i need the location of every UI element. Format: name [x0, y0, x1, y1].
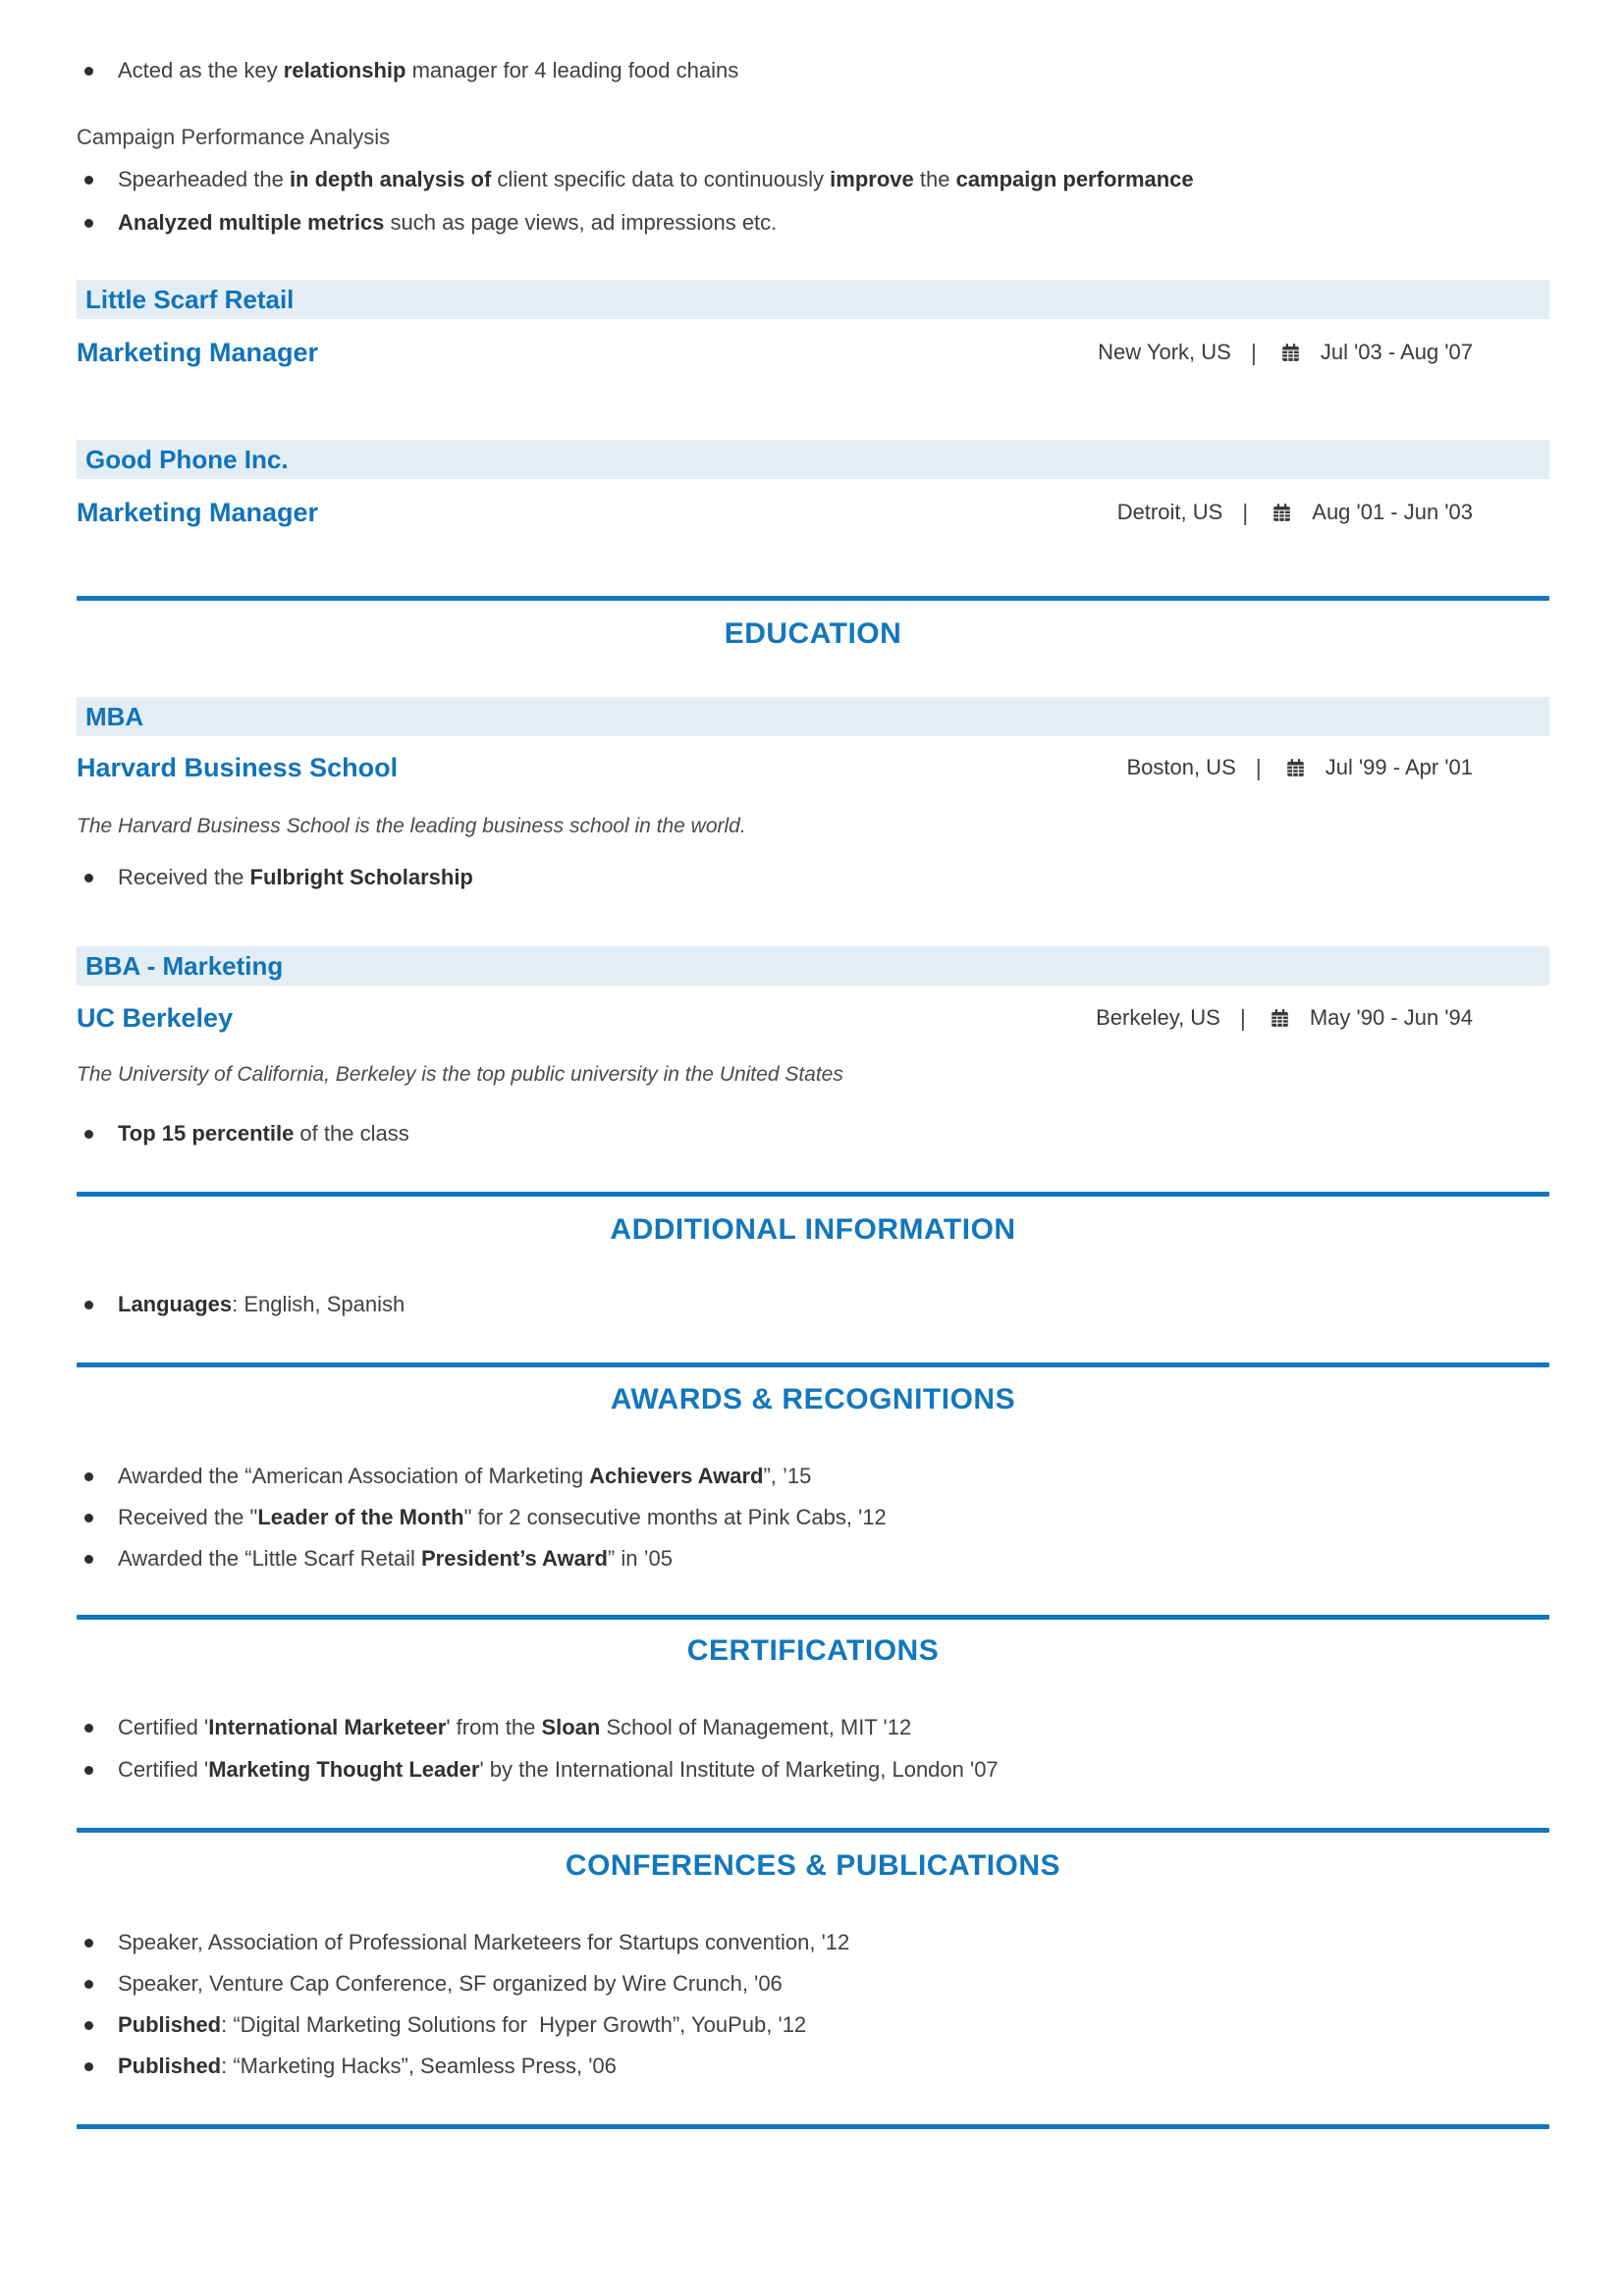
- school-description: The University of California, Berkeley is the top public university in the United States: [77, 1063, 843, 1086]
- bullet-dot: [84, 874, 93, 882]
- list-item: [77, 208, 1549, 238]
- list-item: [77, 1462, 1549, 1491]
- bullet-text: Speaker, Association of Professional Marketeers for Startups convention, '12: [118, 1930, 850, 1954]
- calendar-icon: [1285, 758, 1306, 778]
- bullet-dot: [84, 2062, 93, 2071]
- school-row: [77, 1000, 1549, 1036]
- pipe-separator: |: [1242, 500, 1249, 525]
- location-text: Berkeley, US: [1096, 1005, 1220, 1030]
- bullet-text: Received the Fulbright Scholarship: [118, 865, 473, 889]
- section-heading-additional-information: ADDITIONAL INFORMATION: [610, 1213, 1016, 1246]
- bullet-text: Spearheaded the in depth analysis of client specific data to continuously improve the campaign performance: [118, 167, 1194, 191]
- degree-header-mba: [77, 697, 1549, 736]
- list-item: [77, 1119, 1549, 1148]
- school-description: The Harvard Business School is the leading business school in the world.: [77, 815, 746, 837]
- section-heading-education: EDUCATION: [724, 617, 902, 650]
- list-item: [77, 56, 1549, 85]
- bullet-text: Published: “Marketing Hacks”, Seamless Press, '06: [118, 2054, 617, 2078]
- dates-text: May '90 - Jun '94: [1309, 1005, 1473, 1030]
- bullet-dot: [84, 1472, 93, 1481]
- list-item: [77, 2052, 1549, 2081]
- degree-name: MBA: [85, 701, 144, 731]
- bullet-dot: [84, 1939, 93, 1948]
- section-heading-conferences: CONFERENCES & PUBLICATIONS: [565, 1849, 1061, 1882]
- bullet-dot: [84, 1301, 93, 1309]
- bullet-text: Top 15 percentile of the class: [118, 1121, 409, 1146]
- calendar-icon: [1280, 343, 1301, 363]
- company-header-little-scarf-retail: [77, 280, 1549, 319]
- bullet-text: Awarded the “American Association of Marketing Achievers Award”, ’15: [118, 1464, 812, 1488]
- pipe-separator: |: [1255, 755, 1262, 780]
- bullet-text: Analyzed multiple metrics such as page views, ad impressions etc.: [118, 210, 778, 235]
- section-divider: [77, 1362, 1549, 1367]
- list-item: [77, 165, 1549, 194]
- dates-text: Jul '99 - Apr '01: [1325, 755, 1473, 779]
- list-item: [77, 1290, 1549, 1319]
- section-divider: [77, 1828, 1549, 1833]
- school-meta: [1126, 750, 1473, 785]
- dates-text: Jul '03 - Aug '07: [1320, 340, 1473, 364]
- dates-text: Aug '01 - Jun '03: [1312, 500, 1473, 524]
- location-text: Boston, US: [1126, 755, 1236, 779]
- role-row: [77, 495, 1549, 530]
- section-heading-awards: AWARDS & RECOGNITIONS: [610, 1383, 1016, 1415]
- list-item: [77, 1713, 1549, 1742]
- company-header-good-phone-inc: [77, 440, 1549, 479]
- school-name: UC Berkeley: [77, 1003, 234, 1033]
- section-divider: [77, 596, 1549, 601]
- section-divider: [77, 1192, 1549, 1197]
- bullet-text: Certified 'International Marketeer' from the Sloan School of Management, MIT '12: [118, 1715, 912, 1739]
- role-row: [77, 335, 1549, 370]
- company-name: Good Phone Inc.: [85, 444, 289, 474]
- list-item: [77, 1755, 1549, 1785]
- company-name: Little Scarf Retail: [85, 284, 295, 314]
- role-title: Marketing Manager: [77, 498, 319, 527]
- list-item: [77, 1503, 1549, 1532]
- section-divider: [77, 2124, 1549, 2129]
- list-item: [77, 1928, 1549, 1957]
- role-meta: [1117, 495, 1473, 530]
- bullet-dot: [84, 1555, 93, 1564]
- bullet-dot: [84, 1724, 93, 1733]
- bullet-text: Certified 'Marketing Thought Leader' by the International Institute of Marketing, London '07: [118, 1757, 999, 1782]
- school-row: [77, 750, 1549, 785]
- role-title: Marketing Manager: [77, 338, 319, 367]
- pipe-separator: |: [1239, 1005, 1246, 1031]
- location-text: New York, US: [1098, 340, 1231, 364]
- section-heading-certifications: CERTIFICATIONS: [686, 1634, 940, 1667]
- role-meta: [1098, 335, 1473, 370]
- bullet-text: Awarded the “Little Scarf Retail President’s Award” in ’05: [118, 1546, 673, 1571]
- location-text: Detroit, US: [1116, 500, 1223, 524]
- bullet-dot: [84, 1514, 93, 1522]
- bullet-dot: [84, 2021, 93, 2030]
- bullet-text: Languages: English, Spanish: [118, 1292, 406, 1316]
- list-item: [77, 863, 1549, 892]
- degree-name: BBA - Marketing: [85, 950, 284, 981]
- bullet-dot: [84, 1766, 93, 1775]
- list-item: [77, 1969, 1549, 1999]
- bullet-text: Speaker, Venture Cap Conference, SF organized by Wire Crunch, '06: [118, 1971, 783, 1996]
- bullet-dot: [84, 219, 93, 228]
- calendar-icon: [1270, 1008, 1290, 1029]
- bullet-dot: [84, 1130, 93, 1139]
- calendar-icon: [1271, 503, 1292, 523]
- intro-subheading: Campaign Performance Analysis: [77, 125, 391, 149]
- bullet-dot: [84, 1980, 93, 1989]
- school-name: Harvard Business School: [77, 753, 399, 782]
- bullet-text: Received the "Leader of the Month" for 2 consecutive months at Pink Cabs, '12: [118, 1505, 887, 1529]
- bullet-dot: [84, 67, 93, 76]
- list-item: [77, 1544, 1549, 1574]
- pipe-separator: |: [1250, 340, 1257, 365]
- degree-header-bba-marketing: [77, 946, 1549, 986]
- section-divider: [77, 1615, 1549, 1620]
- bullet-text: Acted as the key relationship manager for 4 leading food chains: [118, 58, 739, 82]
- bullet-text: Published: “Digital Marketing Solutions for Hyper Growth”, YouPub, '12: [118, 2012, 807, 2037]
- list-item: [77, 2010, 1549, 2040]
- bullet-dot: [84, 176, 93, 185]
- school-meta: [1096, 1000, 1473, 1036]
